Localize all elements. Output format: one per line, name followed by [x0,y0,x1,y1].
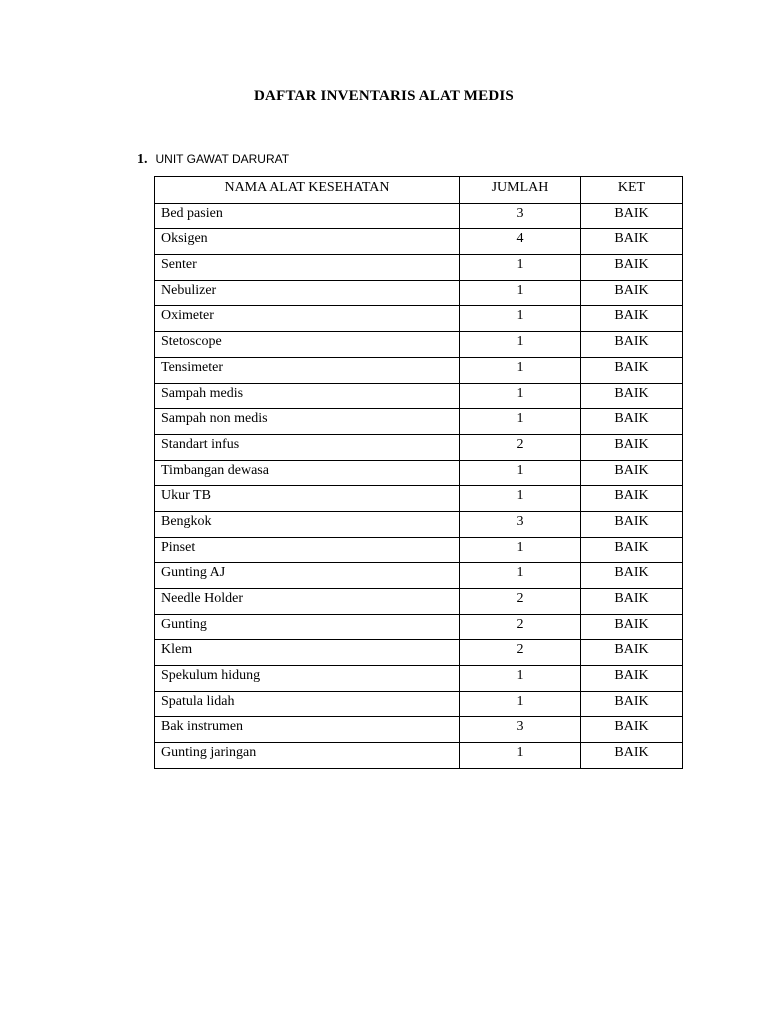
cell-jumlah: 2 [460,614,581,640]
cell-ket: BAIK [581,511,683,537]
cell-nama-alat: Stetoscope [155,332,460,358]
cell-jumlah: 1 [460,537,581,563]
inventory-table [154,176,683,769]
header-jumlah: JUMLAH [460,177,581,204]
cell-nama-alat: Gunting [155,614,460,640]
header-nama-alat: NAMA ALAT KESEHATAN [155,177,460,204]
table-row [155,486,683,512]
table-row [155,255,683,281]
section-heading [137,150,289,168]
cell-nama-alat: Tensimeter [155,357,460,383]
section-number: 1. [137,152,148,167]
cell-jumlah: 2 [460,434,581,460]
cell-ket: BAIK [581,460,683,486]
table-row [155,280,683,306]
table-row [155,434,683,460]
table-row [155,383,683,409]
cell-ket: BAIK [581,537,683,563]
cell-nama-alat: Sampah medis [155,383,460,409]
cell-jumlah: 1 [460,357,581,383]
table-row [155,691,683,717]
cell-jumlah: 4 [460,229,581,255]
cell-jumlah: 1 [460,486,581,512]
cell-ket: BAIK [581,383,683,409]
cell-nama-alat: Bed pasien [155,203,460,229]
cell-ket: BAIK [581,486,683,512]
cell-nama-alat: Spatula lidah [155,691,460,717]
inventory-table-body [155,203,683,768]
cell-ket: BAIK [581,640,683,666]
table-row [155,460,683,486]
cell-jumlah: 2 [460,640,581,666]
cell-jumlah: 1 [460,409,581,435]
cell-ket: BAIK [581,203,683,229]
cell-nama-alat: Standart infus [155,434,460,460]
cell-nama-alat: Klem [155,640,460,666]
cell-ket: BAIK [581,563,683,589]
cell-ket: BAIK [581,589,683,615]
cell-nama-alat: Pinset [155,537,460,563]
table-row [155,666,683,692]
table-row [155,537,683,563]
cell-jumlah: 1 [460,332,581,358]
table-row [155,717,683,743]
cell-nama-alat: Senter [155,255,460,281]
cell-nama-alat: Spekulum hidung [155,666,460,692]
cell-ket: BAIK [581,614,683,640]
cell-nama-alat: Gunting AJ [155,563,460,589]
cell-nama-alat: Bak instrumen [155,717,460,743]
table-row [155,511,683,537]
cell-nama-alat: Oksigen [155,229,460,255]
table-row [155,332,683,358]
cell-ket: BAIK [581,434,683,460]
table-row [155,743,683,769]
cell-nama-alat: Bengkok [155,511,460,537]
section-label: UNIT GAWAT DARURAT [155,152,290,166]
cell-jumlah: 2 [460,589,581,615]
cell-nama-alat: Sampah non medis [155,409,460,435]
table-row [155,229,683,255]
table-row [155,640,683,666]
cell-jumlah: 3 [460,511,581,537]
cell-jumlah: 1 [460,383,581,409]
cell-jumlah: 1 [460,666,581,692]
cell-ket: BAIK [581,332,683,358]
cell-nama-alat: Needle Holder [155,589,460,615]
header-ket: KET [581,177,683,204]
table-row [155,409,683,435]
cell-ket: BAIK [581,409,683,435]
cell-ket: BAIK [581,743,683,769]
cell-jumlah: 3 [460,203,581,229]
table-header-row [155,177,683,204]
table-row [155,563,683,589]
cell-jumlah: 1 [460,743,581,769]
cell-jumlah: 3 [460,717,581,743]
document-title: DAFTAR INVENTARIS ALAT MEDIS [254,88,514,104]
cell-jumlah: 1 [460,460,581,486]
cell-nama-alat: Oximeter [155,306,460,332]
cell-jumlah: 1 [460,255,581,281]
cell-ket: BAIK [581,306,683,332]
cell-ket: BAIK [581,280,683,306]
table-row [155,614,683,640]
table-row [155,203,683,229]
cell-nama-alat: Timbangan dewasa [155,460,460,486]
cell-nama-alat: Ukur TB [155,486,460,512]
table-row [155,357,683,383]
cell-jumlah: 1 [460,306,581,332]
cell-ket: BAIK [581,691,683,717]
cell-nama-alat: Gunting jaringan [155,743,460,769]
cell-ket: BAIK [581,357,683,383]
cell-ket: BAIK [581,229,683,255]
cell-ket: BAIK [581,255,683,281]
cell-jumlah: 1 [460,280,581,306]
cell-nama-alat: Nebulizer [155,280,460,306]
cell-jumlah: 1 [460,691,581,717]
cell-ket: BAIK [581,666,683,692]
table-row [155,306,683,332]
cell-ket: BAIK [581,717,683,743]
table-row [155,589,683,615]
cell-jumlah: 1 [460,563,581,589]
